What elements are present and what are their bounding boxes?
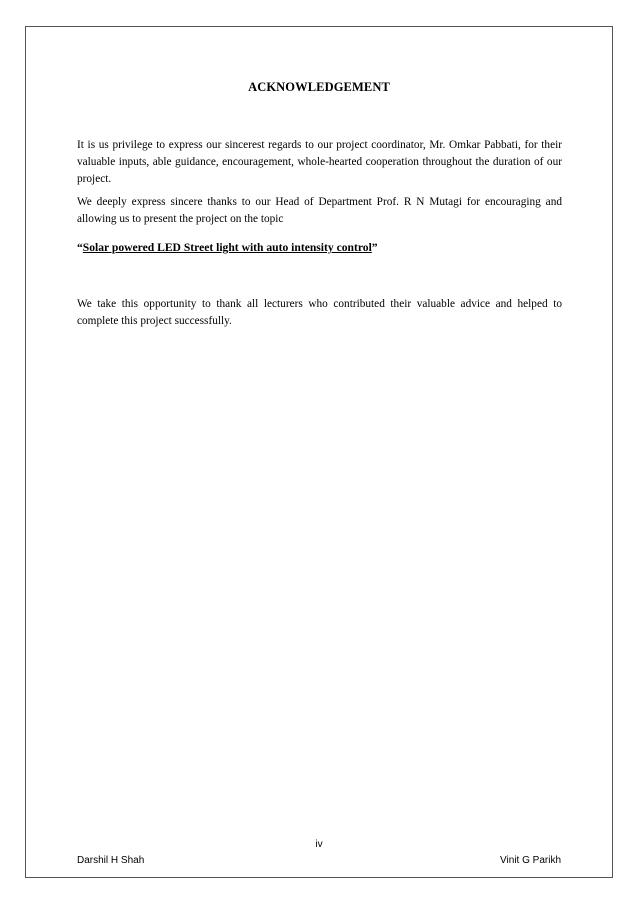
page-number: iv: [315, 839, 323, 850]
topic-close-quote: ”: [371, 241, 378, 254]
footer-author-left: Darshil H Shah: [77, 855, 145, 866]
document-title: ACKNOWLEDGEMENT: [248, 80, 390, 94]
footer-author-right: Vinit G Parikh: [500, 855, 561, 866]
paragraph-hod-thanks: [77, 194, 562, 228]
paragraph-text: We deeply express sincere thanks to our Head of Department Prof. R N Mutagi for encouraging and allowing us to present the project on the topic: [77, 196, 562, 225]
paragraph-coordinator-thanks: [77, 137, 562, 188]
topic-open-quote: “: [77, 241, 83, 254]
paragraph-text: We take this opportunity to thank all lecturers who contributed their valuable advice and helped to complete this project successfully.: [77, 298, 562, 327]
project-topic: [77, 241, 378, 254]
paragraph-lecturers-thanks: [77, 296, 562, 330]
paragraph-text: It is us privilege to express our sincerest regards to our project coordinator, Mr. Omkar Pabbati, for their valuable inputs, able guidance, encouragement, whole-hearted cooperation throughout the duration of our project.: [77, 139, 562, 185]
topic-title: Solar powered LED Street light with auto intensity control: [82, 241, 372, 254]
